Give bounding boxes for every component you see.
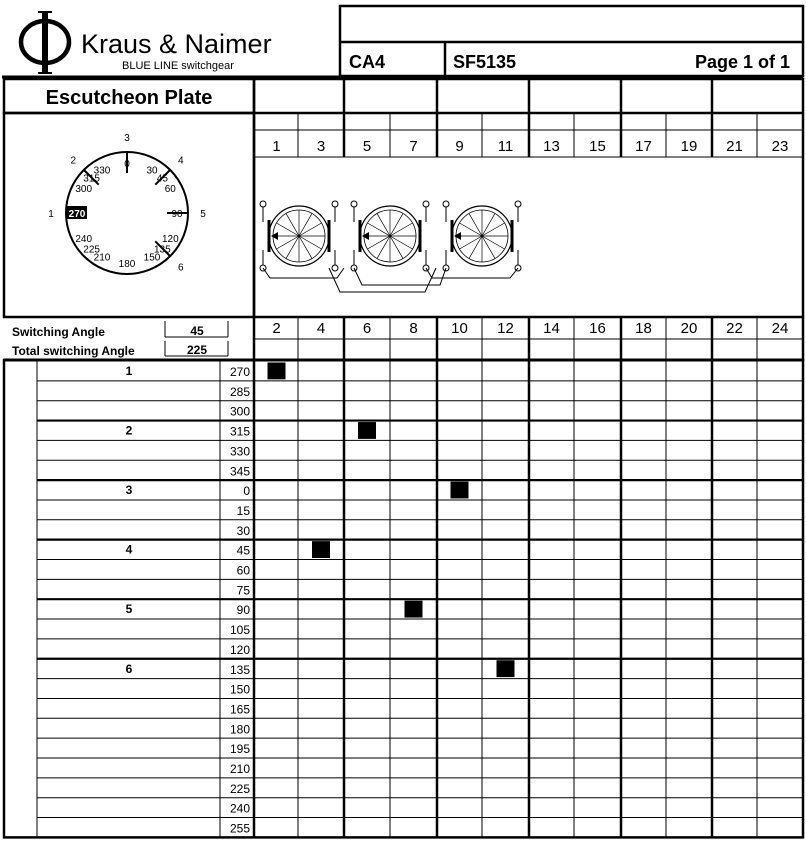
table-row xyxy=(37,679,803,697)
page-indicator: Page 1 of 1 xyxy=(694,52,790,72)
terminal-number: 9 xyxy=(455,138,464,155)
terminal-number: 22 xyxy=(726,320,743,337)
settings-block xyxy=(12,321,228,358)
row-angle: 165 xyxy=(229,702,250,717)
row-position: 1 xyxy=(125,364,133,378)
table-row xyxy=(37,520,803,538)
phi-logo-icon xyxy=(21,12,69,73)
row-angle: 315 xyxy=(229,424,250,439)
row-angle: 330 xyxy=(229,444,250,459)
table-row xyxy=(37,659,803,677)
terminal-number: 20 xyxy=(680,320,698,337)
terminal-number: 12 xyxy=(497,320,514,337)
contact-schematic xyxy=(260,201,521,292)
terminal-number: 10 xyxy=(451,320,468,337)
closed-contact-mark xyxy=(451,482,469,499)
dial-position-label: 5 xyxy=(200,209,206,220)
terminal-number: 16 xyxy=(589,320,606,337)
row-angle: 75 xyxy=(236,583,250,598)
table-row xyxy=(37,560,803,578)
table-row xyxy=(37,698,803,716)
row-angle: 105 xyxy=(229,623,250,638)
closed-contact-mark xyxy=(268,363,286,380)
closed-contact-mark xyxy=(497,660,515,677)
table-row xyxy=(37,639,803,657)
row-angle: 0 xyxy=(243,484,250,499)
terminal-number: 8 xyxy=(409,320,418,337)
closed-contact-mark xyxy=(405,601,423,618)
terminal-grid xyxy=(254,79,803,360)
row-angle: 180 xyxy=(229,722,250,737)
table-row xyxy=(37,579,803,597)
terminal-number: 15 xyxy=(589,138,606,155)
row-angle: 300 xyxy=(229,404,250,419)
table-row xyxy=(37,381,803,399)
dial-angle-label: 210 xyxy=(93,252,111,264)
table-row xyxy=(37,718,803,736)
terminal-number: 1 xyxy=(272,138,281,155)
dial-angle-label: 315 xyxy=(83,173,100,185)
table-row xyxy=(37,401,803,419)
terminal-number: 21 xyxy=(726,138,743,155)
row-angle: 285 xyxy=(229,384,250,399)
row-angle: 150 xyxy=(229,682,250,697)
dial-position-label: 6 xyxy=(177,262,184,274)
logo xyxy=(21,12,272,73)
dial-angle-label: 225 xyxy=(83,244,100,256)
escutcheon-title: Escutcheon Plate xyxy=(45,87,213,109)
row-angle: 240 xyxy=(229,801,250,816)
row-position: 2 xyxy=(125,423,133,438)
row-angle: 255 xyxy=(229,821,250,836)
terminal-number: 2 xyxy=(272,320,281,337)
terminal-number: 14 xyxy=(543,320,560,337)
model-code: CA4 xyxy=(349,52,386,72)
dial-position-label: 3 xyxy=(124,133,130,144)
row-position: 5 xyxy=(125,602,133,617)
terminal-number: 5 xyxy=(362,138,372,155)
closed-contact-mark xyxy=(358,422,376,439)
dial-angle-label: 0 xyxy=(124,159,130,170)
table-row xyxy=(37,738,803,756)
row-angle: 30 xyxy=(236,523,250,538)
row-position: 6 xyxy=(125,661,133,676)
terminal-number: 24 xyxy=(771,320,789,337)
row-angle: 210 xyxy=(229,762,250,776)
contact-cam-2 xyxy=(351,201,429,271)
dial-angle-label: 45 xyxy=(156,173,168,185)
row-angle: 195 xyxy=(229,742,250,757)
row-angle: 45 xyxy=(236,543,250,558)
table-row xyxy=(37,440,803,458)
switching-angle-label: Switching Angle xyxy=(12,325,105,339)
dial-angle-label: 30 xyxy=(146,165,158,177)
table-row xyxy=(37,758,803,776)
dial-position-label: 2 xyxy=(70,155,77,167)
dial-angle-label: 330 xyxy=(93,165,111,177)
dial-angle-label: 270 xyxy=(68,209,86,220)
row-angle: 15 xyxy=(236,503,250,518)
row-angle: 135 xyxy=(229,662,250,677)
table-row xyxy=(37,480,803,498)
dial-angle-label: 150 xyxy=(143,252,161,264)
terminal-number: 3 xyxy=(316,138,326,155)
dial-angle-label: 90 xyxy=(171,209,183,220)
terminal-number: 23 xyxy=(771,138,789,155)
terminal-number: 17 xyxy=(635,138,652,155)
terminal-number: 13 xyxy=(543,138,560,155)
contact-cam-3 xyxy=(443,201,521,271)
dial-angle-label: 240 xyxy=(75,234,93,245)
contact-cam-1 xyxy=(260,201,338,271)
terminal-number: 6 xyxy=(362,320,372,337)
terminal-number: 11 xyxy=(497,138,514,155)
row-angle: 225 xyxy=(229,781,250,796)
dial-position-label: 4 xyxy=(177,155,184,167)
row-position: 4 xyxy=(125,542,133,557)
switching-table-rows xyxy=(37,364,803,836)
table-row xyxy=(37,460,803,478)
switching-angle-value: 45 xyxy=(190,324,204,338)
dial-angle-label: 135 xyxy=(154,244,171,256)
table-row xyxy=(37,778,803,796)
table-row xyxy=(37,818,803,836)
table-row xyxy=(37,500,803,518)
table-row xyxy=(37,540,803,558)
terminal-number: 19 xyxy=(680,138,698,155)
wiring xyxy=(263,268,518,292)
dial-angle-label: 120 xyxy=(161,234,179,245)
dial-angle-label: 300 xyxy=(75,184,93,195)
program-code: SF5135 xyxy=(453,52,517,72)
row-angle: 345 xyxy=(229,464,250,479)
brand-tagline: BLUE LINE switchgear xyxy=(122,60,234,72)
dial-angle-label: 60 xyxy=(164,184,176,195)
row-angle: 120 xyxy=(229,642,250,657)
table-row xyxy=(126,364,251,379)
brand-name: Kraus & Naimer xyxy=(81,29,272,59)
row-angle: 60 xyxy=(236,563,250,578)
row-position: 3 xyxy=(125,483,133,498)
closed-contact-mark xyxy=(312,541,330,558)
terminal-number: 18 xyxy=(635,320,652,337)
terminal-number: 4 xyxy=(316,320,326,337)
terminal-number: 7 xyxy=(409,138,418,155)
escutcheon-dial xyxy=(48,133,206,274)
dial-angle-label: 180 xyxy=(118,259,136,270)
total-angle-value: 225 xyxy=(186,343,208,357)
table-row xyxy=(37,798,803,816)
row-angle: 270 xyxy=(229,365,250,379)
table-row xyxy=(37,619,803,637)
dial-position-label: 1 xyxy=(48,209,54,220)
total-angle-label: Total switching Angle xyxy=(12,344,135,358)
row-angle: 90 xyxy=(236,603,250,618)
table-row xyxy=(37,421,803,439)
